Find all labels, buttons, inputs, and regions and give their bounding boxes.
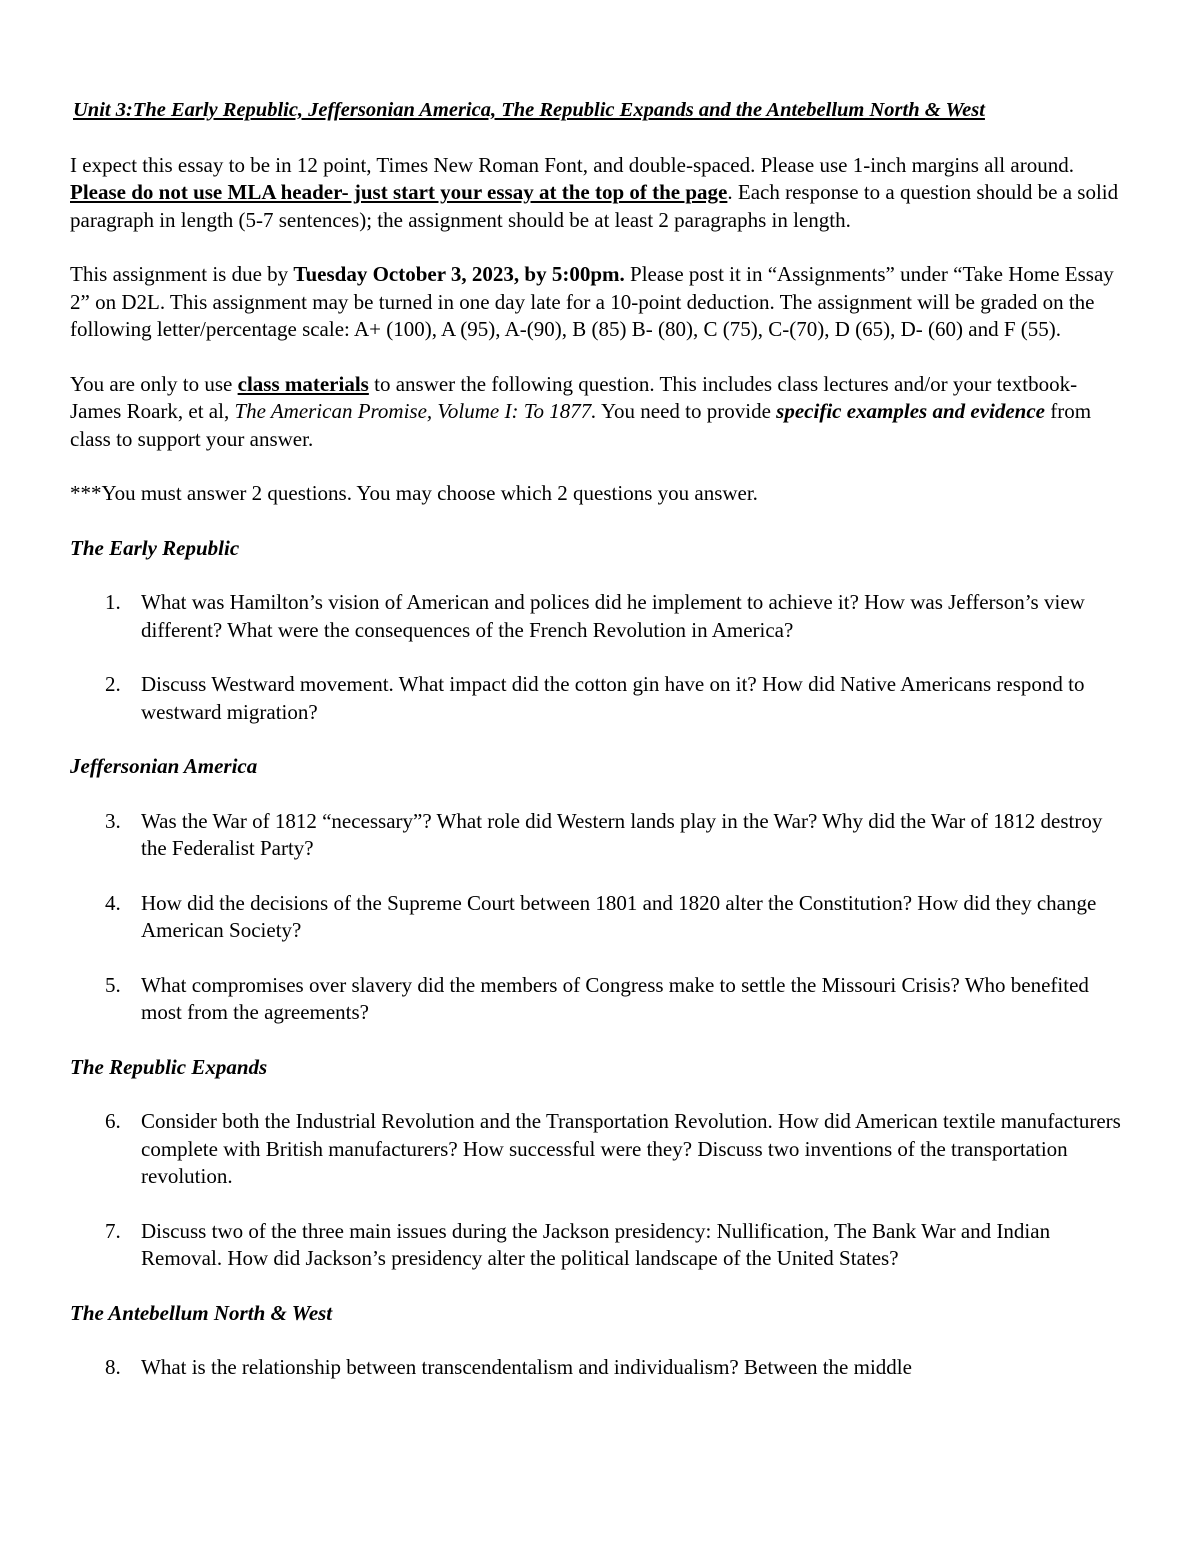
materials-intro: You are only to use [70,371,238,396]
question-item [70,972,1128,1027]
materials-text-2: You need to provide [596,399,777,423]
question-item [70,1354,1128,1382]
question-text: Discuss Westward movement. What impact did the cotton gin have on it? How did Native Americans respond to westward migration? [141,672,1085,724]
section-heading-early-republic: The Early Republic [70,535,240,560]
question-text: How did the decisions of the Supreme Court between 1801 and 1820 alter the Constitution? How did they change American Society? [141,890,1097,942]
question-text: Was the War of 1812 “necessary”? What role did Western lands play in the War? Why did the War of 1812 destroy the Federalist Party? [141,808,1103,860]
formatting-instructions [70,152,1128,235]
question-number: 3. [105,808,121,833]
question-number: 8. [105,1355,121,1379]
due-details: Please post it in “Assignments” under “Take Home Essay 2” on D2L. This assignment may be turned in one day late for a 10-point deduction. The assignment will be graded on the following letter/percentage scale: A+ (100), A (95), A-(90), B (85) B- (80), C (75), C-(70), D (65), D- (60) and F (55). [70,262,1114,341]
unit-title: Unit 3:The Early Republic, Jeffersonian America, The Republic Expands and the Antebellum North & West [73,99,985,121]
materials-text: to answer the following question. This includes class lectures and/or your textbook- James Roark, et al, [70,371,1078,423]
textbook-title: The American Promise, Volume I: To 1877. [234,399,597,423]
question-text: What was Hamilton’s vision of American and polices did he implement to achieve it? How was Jefferson’s view different? What were the consequences of the French Revolution in America? [141,590,1085,642]
question-number: 2. [105,672,121,696]
question-item [70,1108,1128,1191]
question-list-republic-expands [70,1108,1128,1273]
mla-header-note: Please do not use MLA header- just start your essay at the top of the page [70,180,728,204]
question-text: Consider both the Industrial Revolution and the Transportation Revolution. How did American textile manufacturers complete with British manufacturers? How successful were they? Discuss two inventions of the transportation revolution. [141,1109,1121,1188]
question-list-jeffersonian-america [70,808,1128,1027]
class-materials: class materials [237,371,369,396]
due-date-paragraph [70,261,1128,344]
question-list-antebellum [70,1354,1128,1382]
specific-examples: specific examples and evidence [776,399,1045,423]
materials-text-3: from class to support your answer. [70,399,1092,451]
question-text: Discuss two of the three main issues during the Jackson presidency: Nullification, The Bank War and Indian Removal. How did Jackson’s presidency alter the political landscape of the United States? [141,1218,1051,1270]
section-heading-antebellum: The Antebellum North & West [70,1300,333,1325]
question-number: 4. [105,890,121,915]
question-number: 1. [105,590,121,614]
question-number: 7. [105,1218,121,1243]
materials-paragraph [70,371,1128,454]
question-text: What compromises over slavery did the members of Congress make to settle the Missouri Crisis? Who benefited most from the agreements? [141,972,1089,1024]
section-heading-republic-expands: The Republic Expands [70,1054,268,1079]
answer-instructions: ***You must answer 2 questions. You may choose which 2 questions you answer. [70,481,758,505]
question-number: 6. [105,1109,121,1133]
due-date: Tuesday October 3, 2023, by 5:00pm. [293,262,625,286]
question-text: What is the relationship between transcendentalism and individualism? Between the middle [141,1355,912,1379]
formatting-text-cont: . Each response to a question should be a solid paragraph in length (5-7 sentences); the assignment should be at least 2 paragraphs in length. [70,180,1119,232]
due-intro: This assignment is due by [70,262,294,286]
section-heading-jeffersonian-america: Jeffersonian America [70,754,258,778]
question-list-early-republic [70,589,1128,726]
question-item [70,589,1128,644]
formatting-text: I expect this essay to be in 12 point, Times New Roman Font, and double-spaced. Please use 1-inch margins all around. [70,152,1074,177]
question-item [70,1218,1128,1273]
question-item [70,890,1128,945]
question-item [70,671,1128,726]
question-item [70,808,1128,863]
question-number: 5. [105,972,121,997]
